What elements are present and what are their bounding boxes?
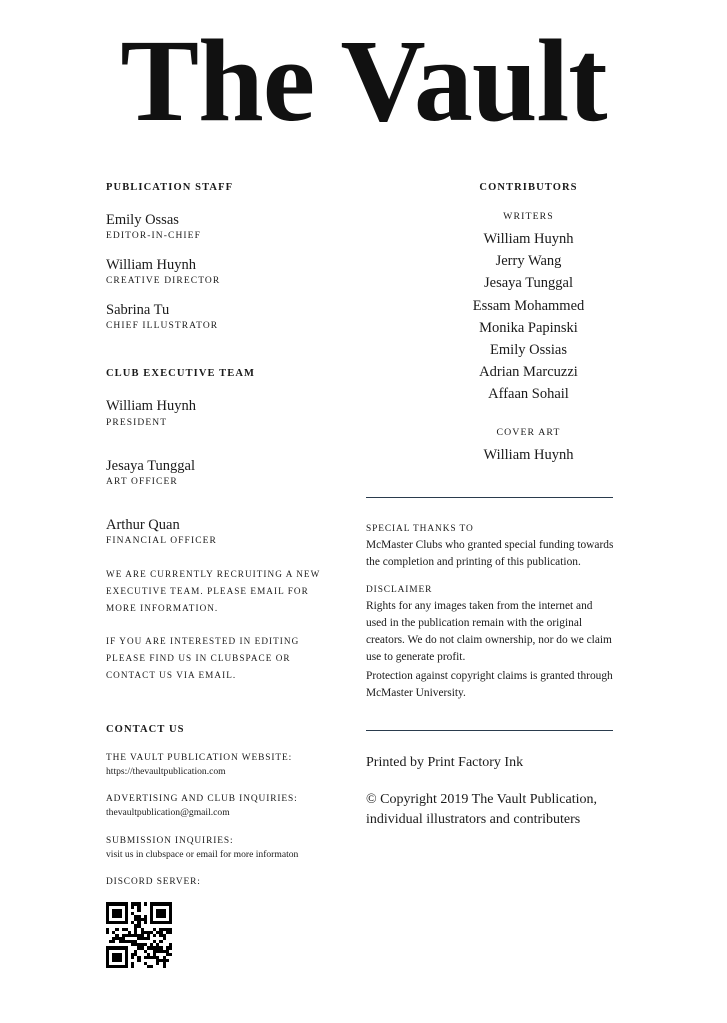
body-columns (0, 182, 727, 968)
publication-staff-heading: PUBLICATION STAFF (106, 182, 234, 193)
contact-heading: CONTACT US (106, 723, 185, 735)
writer-name: William Huynh (483, 231, 574, 247)
spacer (106, 443, 336, 457)
contact-label: THE VAULT PUBLICATION WEBSITE: (106, 752, 293, 763)
contact-label: SUBMISSION INQUIRIES: (106, 835, 234, 846)
exec-role: ART OFFICER (106, 476, 178, 487)
staff-entry (106, 211, 336, 241)
disclaimer-body-2: Protection against copyright claims is granted through McMaster University. (366, 670, 613, 700)
staff-entry (106, 256, 336, 286)
exec-entry (106, 397, 336, 427)
special-thanks-label: SPECIAL THANKS TO (366, 523, 474, 534)
contact-submissions (106, 834, 336, 863)
contact-website (106, 751, 336, 780)
recruiting-note: WE ARE CURRENTLY RECRUITING A NEW EXECUTIVE TEAM. PLEASE EMAIL FOR MORE INFORMATION. (106, 568, 321, 613)
contact-discord (106, 875, 336, 889)
contact-value: visit us in clubspace or email for more informaton (106, 848, 299, 860)
staff-name: William Huynh (106, 257, 197, 274)
special-thanks-body: McMaster Clubs who granted special funding towards the completion and printing of this publication. (366, 538, 614, 568)
discord-qr-code[interactable] (106, 902, 172, 968)
exec-name: William Huynh (106, 398, 197, 415)
contributors-heading: CONTRIBUTORS (479, 182, 578, 193)
right-column (336, 182, 691, 968)
staff-entry (106, 301, 336, 331)
exec-role: PRESIDENT (106, 417, 168, 428)
staff-role: CREATIVE DIRECTOR (106, 276, 221, 287)
left-column (36, 182, 336, 968)
staff-role: CHIEF ILLUSTRATOR (106, 321, 219, 332)
spacer (106, 684, 336, 724)
spacer (106, 502, 336, 516)
writer-name: Adrian Marcuzzi (479, 364, 578, 381)
exec-entry (106, 457, 336, 487)
divider-top (366, 497, 613, 498)
page-title: The Vault (120, 15, 607, 146)
staff-role: EDITOR-IN-CHIEF (106, 231, 201, 242)
staff-name: Emily Ossas (106, 212, 179, 228)
spacer (106, 346, 336, 368)
spacer (366, 405, 691, 427)
disclaimer-body: Rights for any images taken from the internet and used in the publication remain with the original creators. We do not claim ownership, nor do we claim use to generate profit. (366, 599, 612, 664)
writers-label: WRITERS (503, 211, 554, 222)
writer-name: Essam Mohammed (472, 297, 585, 314)
disclaimer-label: DISCLAIMER (366, 584, 433, 595)
contact-label: DISCORD SERVER: (106, 877, 201, 888)
divider-bottom (366, 730, 613, 731)
club-exec-heading: CLUB EXECUTIVE TEAM (106, 368, 256, 380)
writer-name: Affaan Sohail (488, 386, 569, 403)
staff-name: Sabrina Tu (106, 302, 170, 319)
contact-advertising (106, 792, 336, 821)
exec-name: Arthur Quan (106, 516, 180, 533)
cover-art-label: COVER ART (496, 427, 561, 439)
writer-name: Monika Papinski (479, 319, 578, 336)
writer-name: Jerry Wang (495, 253, 562, 270)
contact-label: ADVERTISING AND CLUB INQUIRIES: (106, 794, 298, 805)
editing-note: IF YOU ARE INTERESTED IN EDITING PLEASE FIND US IN CLUBSPACE OR CONTACT US VIA EMAIL. (106, 635, 300, 680)
writer-name: Jesaya Tunggal (483, 275, 574, 292)
copyright-notice: © Copyright 2019 The Vault Publication, individual illustrators and contributers (366, 791, 597, 828)
contact-value[interactable]: https://thevaultpublication.com (106, 765, 226, 777)
cover-artist: William Huynh (483, 447, 574, 464)
exec-role: FINANCIAL OFFICER (106, 535, 217, 546)
contact-value[interactable]: thevaultpublication@gmail.com (106, 807, 230, 819)
exec-name: Jesaya Tunggal (106, 457, 196, 474)
exec-entry (106, 516, 336, 546)
writer-name: Emily Ossias (490, 341, 567, 358)
writers-list (366, 228, 691, 405)
printer-credit: Printed by Print Factory Ink (366, 755, 524, 771)
